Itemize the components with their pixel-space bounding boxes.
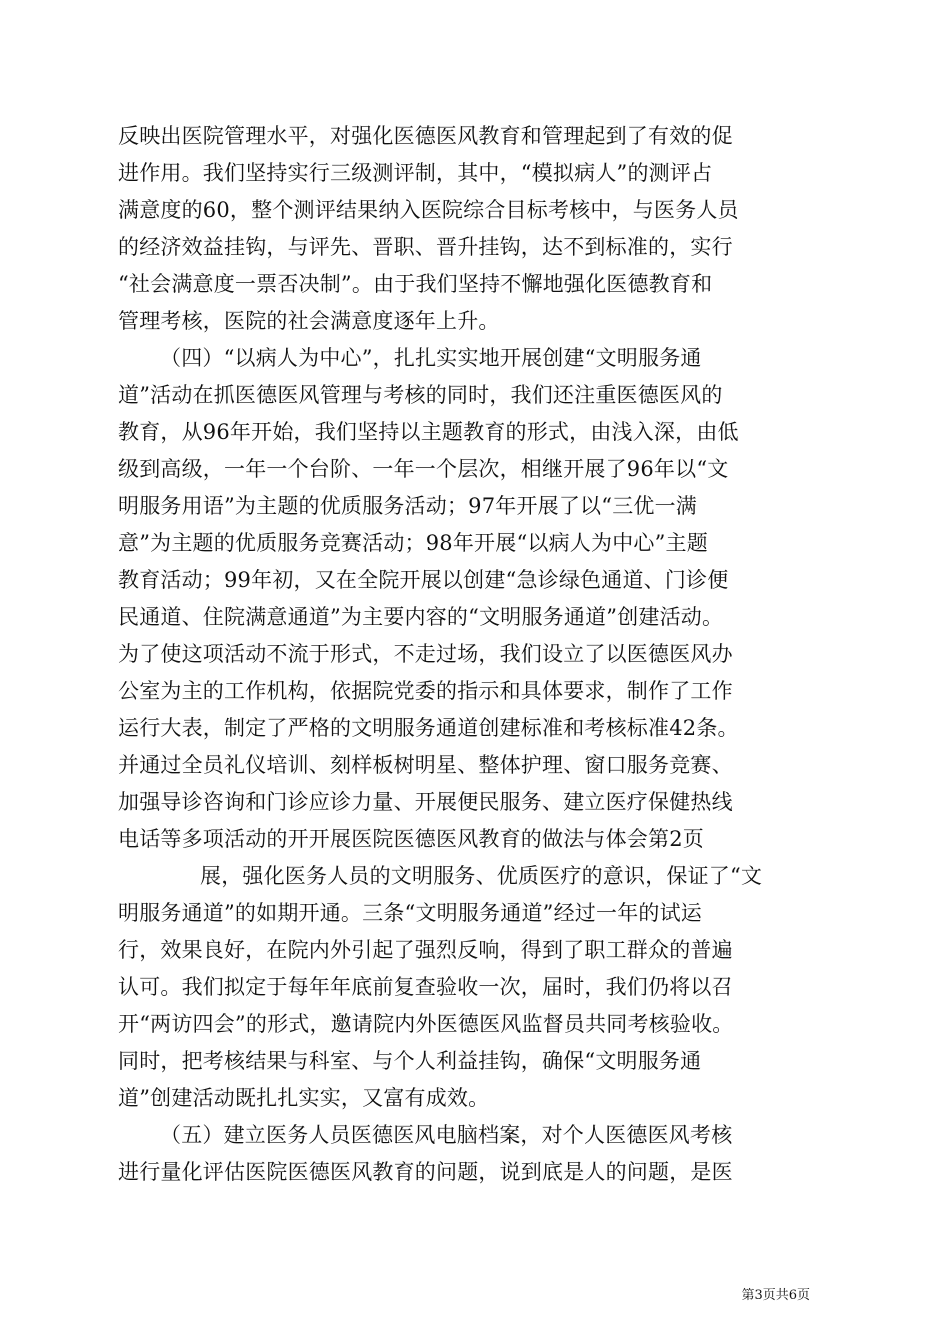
body-line: 运行大表，制定了严格的文明服务通道创建标准和考核标准42条。 xyxy=(118,716,739,740)
body-line: 公室为主的工作机构，依据院党委的指示和具体要求，制作了工作 xyxy=(118,679,733,703)
section-heading-four: （四）“以病人为中心”，扎扎实实地开展创建“文明服务通 xyxy=(160,346,702,370)
body-line: 民通道、住院满意通道”为主要内容的“文明服务通道”创建活动。 xyxy=(118,605,724,629)
body-line: 管理考核，医院的社会满意度逐年上升。 xyxy=(118,309,500,333)
section-heading-five: （五）建立医务人员医德医风电脑档案，对个人医德医风考核 xyxy=(160,1123,733,1147)
body-line: 明服务通道”的如期开通。三条“文明服务通道”经过一年的试运 xyxy=(118,901,703,925)
paragraph-continuation: 展，强化医务人员的文明服务、优质医疗的意识，保证了“文 xyxy=(200,864,763,888)
body-line: 加强导诊咨询和门诊应诊力量、开展便民服务、建立医疗保健热线 xyxy=(118,790,733,814)
page-number: 第3页共6页 xyxy=(741,1288,810,1303)
body-line: 教育活动；99年初，又在全院开展以创建“急诊绿色通道、门诊便 xyxy=(118,568,729,592)
body-line: 的经济效益挂钩，与评先、晋职、晋升挂钩，达不到标准的，实行 xyxy=(118,235,733,259)
body-line: 并通过全员礼仪培训、刻样板树明星、整体护理、窗口服务竞赛、 xyxy=(118,753,733,777)
body-line: 反映出医院管理水平，对强化医德医风教育和管理起到了有效的促 xyxy=(118,124,733,148)
body-line: 认可。我们拟定于每年年底前复查验收一次，届时，我们仍将以召 xyxy=(118,975,733,999)
body-line: 同时，把考核结果与科室、与个人利益挂钩，确保“文明服务通 xyxy=(118,1049,702,1073)
body-line: 意”为主题的优质服务竞赛活动；98年开展“以病人为中心”主题 xyxy=(118,531,708,555)
body-line: 行，效果良好，在院内外引起了强烈反响，得到了职工群众的普遍 xyxy=(118,938,733,962)
body-line: 电话等多项活动的开开展医院医德医风教育的做法与体会第2页 xyxy=(118,827,704,851)
body-line: 进行量化评估医院医德医风教育的问题，说到底是人的问题，是医 xyxy=(118,1160,733,1184)
body-line: 开“两访四会”的形式，邀请院内外医德医风监督员共同考核验收。 xyxy=(118,1012,734,1036)
body-line: 进作用。我们坚持实行三级测评制，其中，“模拟病人”的测评占 xyxy=(118,161,713,185)
body-line: 教育，从96年开始，我们坚持以主题教育的形式，由浅入深，由低 xyxy=(118,420,739,444)
body-line: “社会满意度一票否决制”。由于我们坚持不懈地强化医德教育和 xyxy=(118,272,713,296)
body-line: 道”创建活动既扎扎实实，又富有成效。 xyxy=(118,1086,490,1110)
body-line: 道”活动在抓医德医风管理与考核的同时，我们还注重医德医风的 xyxy=(118,383,723,407)
body-line: 满意度的60，整个测评结果纳入医院综合目标考核中，与医务人员 xyxy=(118,198,739,222)
body-line: 为了使这项活动不流于形式，不走过场，我们设立了以医德医风办 xyxy=(118,642,733,666)
body-line: 级到高级，一年一个台阶、一年一个层次，相继开展了96年以“文 xyxy=(118,457,729,481)
body-line: 明服务用语”为主题的优质服务活动；97年开展了以“三优一满 xyxy=(118,494,697,518)
